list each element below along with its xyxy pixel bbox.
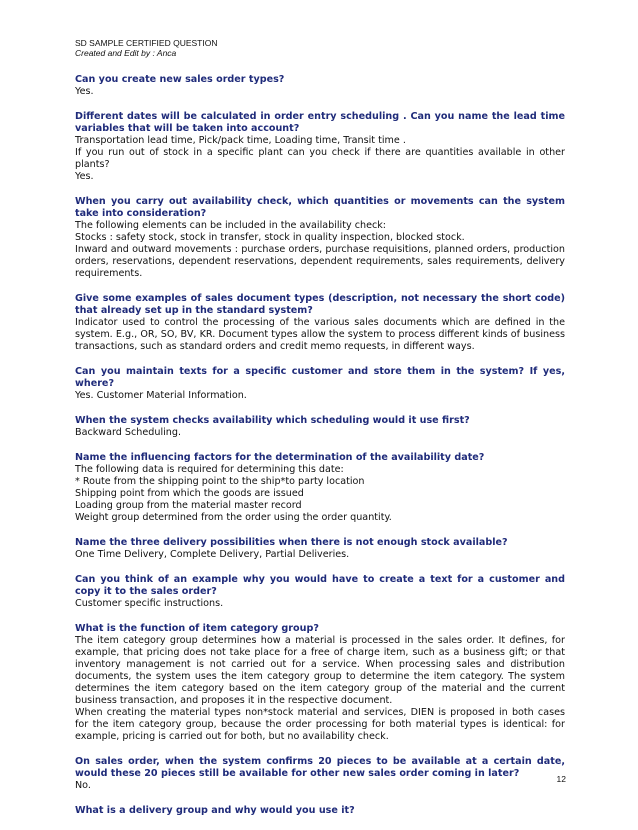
question: What is the function of item category group? xyxy=(75,623,319,634)
answer: The item category group determines how a material is processed in the sales order. It defines, for example, that pricing does not take place for a free of charge item, such as a business gift; or that inventory management is not carried out for a service. When processing sales and distribution documents, the system uses the item category group to determine the item category. The system determines the item category based on the item category group of the material and the current business transaction, and proposes it in the respective document. When creating the material types non*stock material and services, DIEN is proposed in both cases for the item category group, because the order processing for both material types is identical: for example, pricing is carried out for both, but no availability check. xyxy=(75,635,565,742)
question: Can you create new sales order types? xyxy=(75,74,285,85)
qa-item xyxy=(75,574,565,610)
answer: Yes. Customer Material Information. xyxy=(75,390,247,401)
answer: The following elements can be included in the availability check: Stocks : safety stock, stock in transfer, stock in quality inspection, blocked stock. Inward and outward movements : purchase orders, purchase requisitions, planned orders, production orders, reservations, dependent reservations, dependent requirements, sales requirements, delivery requirements. xyxy=(75,220,565,279)
page-header xyxy=(75,38,217,58)
qa-item xyxy=(75,537,565,561)
answer: No. xyxy=(75,780,91,791)
qa-item xyxy=(75,366,565,402)
qa-item xyxy=(75,452,565,524)
question: Can you think of an example why you would have to create a text for a customer and copy it to the sales order? xyxy=(75,574,565,597)
answer: Transportation lead time, Pick/pack time, Loading time, Transit time . If you run out of stock in a specific plant can you check if there are quantities available in other plants? Yes. xyxy=(75,135,565,182)
answer: The following data is required for determining this date: * Route from the shipping point to the ship*to party location Shipping point from which the goods are issued Loading group from the material master record Weight group determined from the order using the order quantity. xyxy=(75,464,392,523)
page-number: 12 xyxy=(556,774,566,784)
qa-item xyxy=(75,293,565,353)
header-author: Created and Edit by : Anca xyxy=(75,48,177,58)
question: Give some examples of sales document types (description, not necessary the short code) that already set up in the standard system? xyxy=(75,293,565,316)
header-title: SD SAMPLE CERTIFIED QUESTION xyxy=(75,38,218,48)
answer: One Time Delivery, Complete Delivery, Partial Deliveries. xyxy=(75,549,350,560)
answer: Yes. xyxy=(75,86,94,97)
qa-item xyxy=(75,623,565,743)
qa-item xyxy=(75,805,565,817)
question: When you carry out availability check, which quantities or movements can the system take into consideration? xyxy=(75,196,565,219)
answer: Customer specific instructions. xyxy=(75,598,224,609)
qa-item xyxy=(75,756,565,792)
answer: Backward Scheduling. xyxy=(75,427,181,438)
qa-item xyxy=(75,196,565,280)
question: When the system checks availability which scheduling would it use first? xyxy=(75,415,470,426)
question: Can you maintain texts for a specific customer and store them in the system? If yes, where? xyxy=(75,366,565,389)
qa-item xyxy=(75,74,565,98)
question: Name the three delivery possibilities when there is not enough stock available? xyxy=(75,537,508,548)
qa-item xyxy=(75,415,565,439)
question: Name the influencing factors for the determination of the availability date? xyxy=(75,452,485,463)
question: What is a delivery group and why would you use it? xyxy=(75,805,355,816)
question: Different dates will be calculated in order entry scheduling . Can you name the lead time variables that will be taken into account? xyxy=(75,111,565,134)
qa-list xyxy=(75,74,565,830)
answer: Indicator used to control the processing of the various sales documents which are defined in the system. E.g., OR, SO, BV, KR. Document types allow the system to process different kinds of business transactions, such as standard orders and credit memo requests, in different ways. xyxy=(75,317,565,352)
qa-item xyxy=(75,111,565,183)
question: On sales order, when the system confirms 20 pieces to be available at a certain date, would these 20 pieces still be available for other new sales order coming in later? xyxy=(75,756,565,779)
